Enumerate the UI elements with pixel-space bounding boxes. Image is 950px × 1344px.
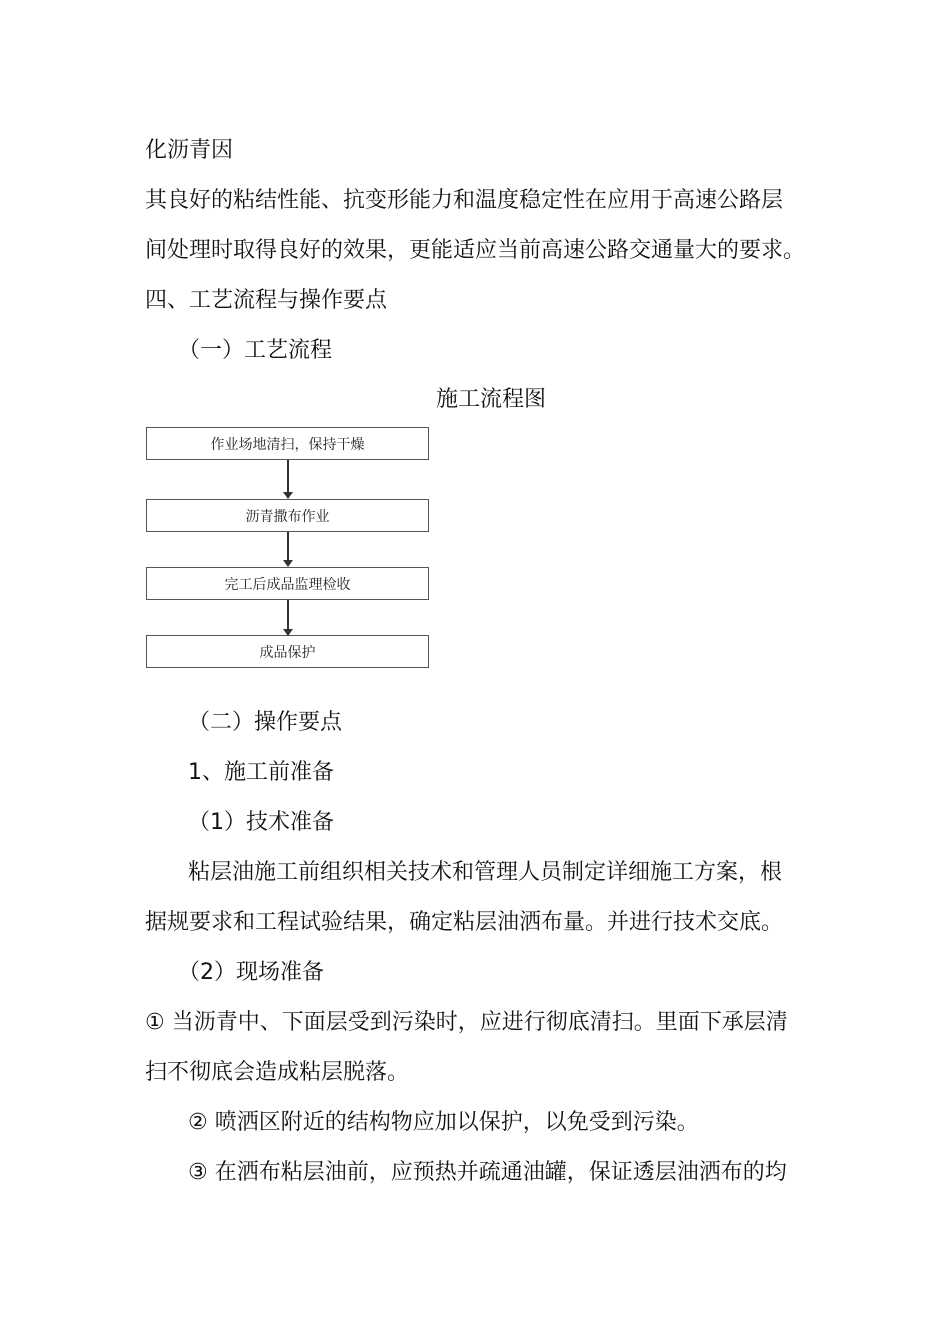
flowchart-step-3: 完工后成品监理检收: [146, 567, 429, 600]
text-line-site-4: ③ 在洒布粘层油前，应预热并疏通油罐，保证透层油洒布的均: [188, 1160, 787, 1185]
subsection-heading-operation: （二）操作要点: [188, 710, 343, 735]
text-line-site-2: 扫不彻底会造成粘层脱落。: [145, 1060, 410, 1085]
text-line-technical-1: 粘层油施工前组织相关技术和管理人员制定详细施工方案，根: [188, 860, 783, 885]
flowchart-step-2: 沥青撒布作业: [146, 499, 429, 532]
flowchart: [140, 420, 440, 680]
item-heading-technical: （1）技术准备: [188, 810, 334, 835]
text-line-1: 化沥青因: [145, 138, 234, 163]
flowchart-step-1: 作业场地清扫，保持干燥: [146, 427, 429, 460]
flowchart-arrow-1: [287, 460, 289, 497]
flowchart-title: 施工流程图: [436, 387, 547, 412]
text-line-technical-2: 据规要求和工程试验结果，确定粘层油洒布量。并进行技术交底。: [145, 910, 784, 935]
item-heading-preparation: 1、施工前准备: [188, 760, 334, 785]
flowchart-arrow-2: [287, 532, 289, 565]
text-line-2: 其良好的粘结性能、抗变形能力和温度稳定性在应用于高速公路层: [145, 188, 784, 213]
text-line-site-3: ② 喷洒区附近的结构物应加以保护，以免受到污染。: [188, 1110, 699, 1135]
text-line-site-1: ① 当沥青中、下面层受到污染时，应进行彻底清扫。里面下承层清: [145, 1010, 788, 1035]
text-line-3: 间处理时取得良好的效果，更能适应当前高速公路交通量大的要求。: [145, 238, 806, 263]
flowchart-step-4: 成品保护: [146, 635, 429, 668]
subsection-heading-process: （一）工艺流程: [178, 338, 333, 363]
section-heading: 四、工艺流程与操作要点: [145, 288, 388, 313]
item-heading-site: （2）现场准备: [178, 960, 324, 985]
flowchart-arrow-3: [287, 600, 289, 634]
